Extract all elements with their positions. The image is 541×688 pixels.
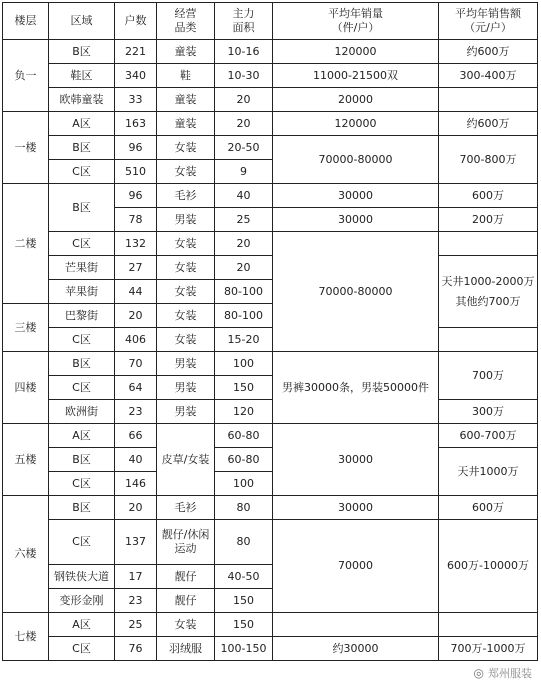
zone-cell: C区: [49, 160, 115, 184]
sales-table-sheet: [2, 2, 538, 661]
area-cell: 20-50: [215, 136, 273, 160]
area-cell: 150: [215, 376, 273, 400]
amount-cell: 600-700万: [439, 424, 538, 448]
category-cell: 女装: [157, 304, 215, 328]
zone-cell: B区: [49, 40, 115, 64]
amount-cell: 约600万: [439, 112, 538, 136]
volume-cell: 120000: [273, 40, 439, 64]
units-cell: 96: [115, 184, 157, 208]
zone-cell: C区: [49, 637, 115, 661]
amount-cell: 约600万: [439, 40, 538, 64]
amount-cell: 200万: [439, 208, 538, 232]
volume-cell-merged: 70000-80000: [273, 232, 439, 352]
watermark-text: 郑州服装: [488, 667, 532, 680]
category-cell: 毛衫: [157, 496, 215, 520]
area-cell: 80: [215, 520, 273, 565]
zone-cell: 变形金刚: [49, 589, 115, 613]
area-cell: 150: [215, 613, 273, 637]
floor-cell: 负一: [3, 40, 49, 112]
units-cell: 132: [115, 232, 157, 256]
area-cell: 80: [215, 496, 273, 520]
wechat-icon: ◎: [473, 666, 484, 680]
units-cell: 44: [115, 280, 157, 304]
category-cell: 靓仔/休闲运动: [157, 520, 215, 565]
zone-cell: 鞋区: [49, 64, 115, 88]
area-cell: 120: [215, 400, 273, 424]
area-cell: 60-80: [215, 448, 273, 472]
area-cell: 20: [215, 112, 273, 136]
units-cell: 146: [115, 472, 157, 496]
area-cell: 10-30: [215, 64, 273, 88]
category-cell: 女装: [157, 328, 215, 352]
zone-cell: B区: [49, 136, 115, 160]
watermark: [471, 664, 535, 682]
amount-cell-merged: 天井1000-2000万 其他约700万: [439, 256, 538, 328]
zone-cell: C区: [49, 472, 115, 496]
category-cell-merged: 皮草/女装: [157, 424, 215, 496]
category-cell: 女装: [157, 136, 215, 160]
table-row: [3, 613, 538, 637]
units-cell: 137: [115, 520, 157, 565]
volume-cell: 约30000: [273, 637, 439, 661]
volume-cell-merged: 70000: [273, 520, 439, 613]
units-cell: 20: [115, 496, 157, 520]
category-cell: 男装: [157, 208, 215, 232]
area-cell: 150: [215, 589, 273, 613]
amount-cell: [439, 613, 538, 637]
zone-cell: 欧韩童装: [49, 88, 115, 112]
zone-cell: A区: [49, 613, 115, 637]
units-cell: 23: [115, 589, 157, 613]
table-row: [3, 448, 538, 472]
units-cell: 27: [115, 256, 157, 280]
area-cell: 40-50: [215, 565, 273, 589]
table-row: [3, 496, 538, 520]
amount-cell-merged: 700-800万: [439, 136, 538, 184]
volume-cell: 20000: [273, 88, 439, 112]
area-cell: 100-150: [215, 637, 273, 661]
table-row: [3, 256, 538, 280]
floor-cell: 一楼: [3, 112, 49, 184]
zone-cell: C区: [49, 328, 115, 352]
zone-cell: 巴黎街: [49, 304, 115, 328]
volume-cell-merged: 30000: [273, 424, 439, 496]
floor-cell: 七楼: [3, 613, 49, 661]
units-cell: 70: [115, 352, 157, 376]
table-row: [3, 352, 538, 376]
category-cell: 男装: [157, 400, 215, 424]
area-cell: 100: [215, 352, 273, 376]
amount-cell: 700万-1000万: [439, 637, 538, 661]
category-cell: 女装: [157, 160, 215, 184]
floor-cell: 六楼: [3, 496, 49, 613]
header-units: 户数: [115, 3, 157, 40]
units-cell: 66: [115, 424, 157, 448]
zone-cell: C区: [49, 520, 115, 565]
volume-cell: 11000-21500双: [273, 64, 439, 88]
area-cell: 20: [215, 256, 273, 280]
zone-cell: B区: [49, 496, 115, 520]
header-sales-amount: 平均年销售额 （元/户）: [439, 3, 538, 40]
units-cell: 76: [115, 637, 157, 661]
units-cell: 340: [115, 64, 157, 88]
units-cell: 23: [115, 400, 157, 424]
table-row: [3, 520, 538, 565]
header-row: [3, 3, 538, 40]
table-row: [3, 64, 538, 88]
category-cell: 童装: [157, 40, 215, 64]
header-category: 经营 品类: [157, 3, 215, 40]
amount-cell-merged: 天井1000万: [439, 448, 538, 496]
volume-cell-merged: 男裤30000条，男装50000件: [273, 352, 439, 424]
amount-cell: [439, 232, 538, 256]
table-row: [3, 112, 538, 136]
area-cell: 20: [215, 232, 273, 256]
units-cell: 78: [115, 208, 157, 232]
table-row: [3, 232, 538, 256]
area-cell: 10-16: [215, 40, 273, 64]
area-cell: 100: [215, 472, 273, 496]
area-cell: 9: [215, 160, 273, 184]
zone-cell: C区: [49, 232, 115, 256]
amount-cell: 600万: [439, 184, 538, 208]
zone-cell: A区: [49, 424, 115, 448]
category-cell: 毛衫: [157, 184, 215, 208]
category-cell: 靓仔: [157, 589, 215, 613]
table-row: [3, 136, 538, 160]
units-cell: 33: [115, 88, 157, 112]
volume-cell: 30000: [273, 208, 439, 232]
volume-cell: [273, 613, 439, 637]
header-zone: 区域: [49, 3, 115, 40]
units-cell: 64: [115, 376, 157, 400]
zone-cell: 苹果街: [49, 280, 115, 304]
header-floor: 楼层: [3, 3, 49, 40]
area-cell: 60-80: [215, 424, 273, 448]
category-cell: 女装: [157, 232, 215, 256]
amount-cell: [439, 88, 538, 112]
category-cell: 女装: [157, 613, 215, 637]
volume-cell: 120000: [273, 112, 439, 136]
category-cell: 女装: [157, 256, 215, 280]
zone-cell: B区: [49, 448, 115, 472]
table-row: [3, 424, 538, 448]
volume-cell-merged: 70000-80000: [273, 136, 439, 184]
volume-cell: 30000: [273, 496, 439, 520]
floor-cell: 四楼: [3, 352, 49, 424]
zone-cell: A区: [49, 112, 115, 136]
units-cell: 20: [115, 304, 157, 328]
floor-cell: 三楼: [3, 304, 49, 352]
units-cell: 510: [115, 160, 157, 184]
zone-cell: 欧洲街: [49, 400, 115, 424]
area-cell: 80-100: [215, 304, 273, 328]
units-cell: 17: [115, 565, 157, 589]
units-cell: 40: [115, 448, 157, 472]
amount-cell: 600万: [439, 496, 538, 520]
header-sales-volume: 平均年销量 （件/户）: [273, 3, 439, 40]
category-cell: 鞋: [157, 64, 215, 88]
units-cell: 406: [115, 328, 157, 352]
volume-cell: 30000: [273, 184, 439, 208]
category-cell: 羽绒服: [157, 637, 215, 661]
zone-cell: C区: [49, 376, 115, 400]
area-cell: 20: [215, 88, 273, 112]
category-cell: 童装: [157, 88, 215, 112]
zone-cell: 芒果街: [49, 256, 115, 280]
category-cell: 男装: [157, 376, 215, 400]
category-cell: 童装: [157, 112, 215, 136]
mall-sales-table: [2, 2, 538, 661]
amount-cell: 300-400万: [439, 64, 538, 88]
amount-cell: [439, 328, 538, 352]
zone-cell: B区: [49, 184, 115, 232]
amount-cell-merged: 600万-10000万: [439, 520, 538, 613]
zone-cell: 钢铁侠大道: [49, 565, 115, 589]
table-row: [3, 88, 538, 112]
category-cell: 男装: [157, 352, 215, 376]
amount-cell-merged: 700万: [439, 352, 538, 400]
units-cell: 25: [115, 613, 157, 637]
category-cell: 靓仔: [157, 565, 215, 589]
table-row: [3, 637, 538, 661]
category-cell: 女装: [157, 280, 215, 304]
units-cell: 163: [115, 112, 157, 136]
area-cell: 40: [215, 184, 273, 208]
zone-cell: B区: [49, 352, 115, 376]
floor-cell: 五楼: [3, 424, 49, 496]
area-cell: 80-100: [215, 280, 273, 304]
units-cell: 96: [115, 136, 157, 160]
area-cell: 25: [215, 208, 273, 232]
floor-cell: 二楼: [3, 184, 49, 304]
table-row: [3, 400, 538, 424]
table-row: [3, 184, 538, 208]
header-area: 主力 面积: [215, 3, 273, 40]
area-cell: 15-20: [215, 328, 273, 352]
units-cell: 221: [115, 40, 157, 64]
amount-cell: 300万: [439, 400, 538, 424]
table-row: [3, 328, 538, 352]
table-row: [3, 40, 538, 64]
